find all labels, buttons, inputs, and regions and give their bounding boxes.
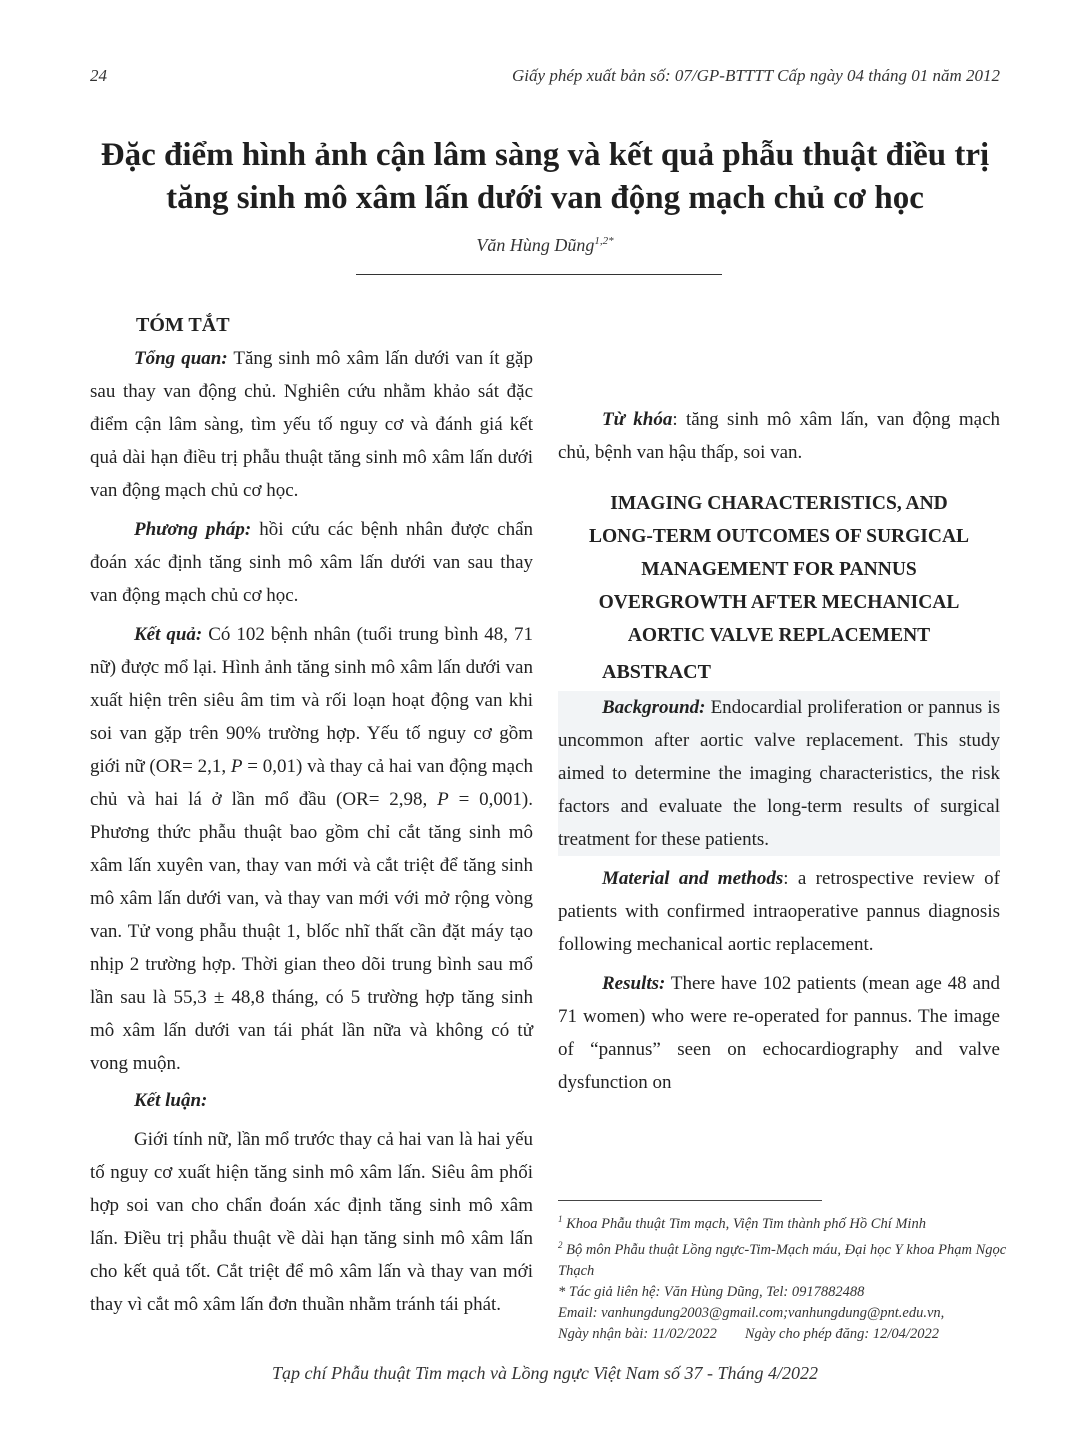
footnote-1-text: Khoa Phẫu thuật Tim mạch, Viện Tim thành phố Hồ Chí Minh	[566, 1215, 926, 1232]
footnote-contact: * Tác giả liên hệ: Văn Hùng Dũng, Tel: 0917882488	[558, 1283, 865, 1300]
vn-results-text-2: = 0,01) và thay cả hai van động mạch chủ và hai lá ở lần mổ đầu (OR= 2,98,	[90, 756, 533, 810]
vn-keywords-paragraph	[558, 403, 1000, 469]
en-background-text: Endocardial proliferation or pannus is uncommon after aortic valve replacement. This study aimed to determine the imaging characteristics, the risk factors and evaluate the long-term results of surgical treatment for these patients.	[558, 697, 1000, 850]
footnote-2-text: Bộ môn Phẫu thuật Lồng ngực-Tim-Mạch máu, Đại học Y khoa Phạm Ngọc Thạch	[558, 1241, 1007, 1279]
page-number: 24	[90, 66, 107, 85]
vn-results-label: Kết quả:	[134, 624, 203, 645]
vn-overview-text: Tăng sinh mô xâm lấn dưới van ít gặp sau thay van động chủ. Nghiên cứu nhằm khảo sát đặc điểm cận lâm sàng, tìm yếu tố nguy cơ và đánh giá kết quả dài hạn điều trị phẫu thuật tăng sinh mô xâm lấn dưới van động mạch chủ cơ học.	[90, 348, 533, 501]
author-line	[0, 235, 1090, 256]
english-title-line-4: OVERGROWTH AFTER MECHANICAL	[598, 592, 960, 613]
footnote-dates	[558, 1324, 1008, 1345]
vn-abstract-heading: TÓM TẮT	[136, 314, 230, 336]
english-title	[558, 487, 1000, 652]
english-title-line-5: AORTIC VALVE REPLACEMENT	[627, 625, 931, 646]
en-background-label: Background:	[602, 697, 706, 718]
author-name: Văn Hùng Dũng	[476, 235, 595, 255]
en-results-label: Results:	[602, 973, 666, 994]
en-results-paragraph	[558, 967, 1000, 1099]
footnote-1-mark: 1	[558, 1214, 563, 1224]
english-title-line-3: MANAGEMENT FOR PANNUS	[641, 559, 917, 580]
vn-results-text-3: = 0,001). Phương thức phẫu thuật bao gồm chỉ cắt tăng sinh mô xâm lấn xuyên van, thay van mới và cắt triệt để tăng sinh mô xâm lấn dưới van, và thay van mới với mở rộng vòng van. Tử vong phẫu thuật 1, blốc nhĩ thất cần đặt máy tạo nhịp 2 trường hợp. Thời gian theo dõi trung bình sau mổ lần sau là 55,3 ± 48,8 tháng, có 5 trường hợp tăng sinh mô xâm lấn dưới van tái phát lần nữa và không có tử vong muộn.	[90, 789, 533, 1074]
title-line-2: tăng sinh mô xâm lấn dưới van động mạch chủ cơ học	[166, 180, 924, 216]
vn-results-text-1: Có 102 bệnh nhân (tuổi trung bình 48, 71 nữ) được mổ lại. Hình ảnh tăng sinh mô xâm lấn dưới van xuất hiện trên siêu âm tim và rối loạn hoạt động van khi soi van gặp trên 90% trường hợp. Yếu tố nguy cơ gồm giới nữ (OR= 2,1,	[90, 624, 534, 777]
footnote-1	[558, 1209, 1008, 1235]
vn-overview-paragraph	[90, 342, 533, 507]
received-date: Ngày nhận bài: 11/02/2022	[558, 1325, 717, 1342]
english-abstract-heading: ABSTRACT	[602, 661, 711, 683]
footnote-2	[558, 1235, 1008, 1282]
en-methods-paragraph	[558, 862, 1000, 961]
vn-conclusion-label: Kết luận:	[134, 1090, 208, 1111]
title-divider	[356, 274, 722, 275]
en-methods-text: : a retrospective review of patients with confirmed intraoperative pannus diagnosis following mechanical aortic replacement.	[558, 868, 1000, 955]
license-line: Giấy phép xuất bản số: 07/GP-BTTTT Cấp ngày 04 tháng 01 năm 2012	[512, 66, 1000, 85]
p-value-symbol-1: P	[230, 756, 243, 777]
vn-methods-text: hồi cứu các bệnh nhân được chẩn đoán xác định tăng sinh mô xâm lấn dưới van sau thay van động mạch chủ cơ học.	[90, 519, 534, 606]
vn-results-paragraph	[90, 618, 533, 1080]
vn-methods-label: Phương pháp:	[134, 519, 252, 540]
vn-keywords-text: : tăng sinh mô xâm lấn, van động mạch chủ, bệnh van hậu thấp, soi van.	[558, 409, 1000, 463]
en-methods-label: Material and methods	[602, 868, 784, 889]
journal-footer: Tạp chí Phẫu thuật Tim mạch và Lồng ngực Việt Nam số 37 - Tháng 4/2022	[272, 1363, 818, 1383]
p-value-symbol-2: P	[437, 789, 449, 810]
right-column	[558, 304, 1000, 1099]
vn-conclusion-text: Giới tính nữ, lần mổ trước thay cả hai van là hai yếu tố nguy cơ xuất hiện tăng sinh mô xâm lấn. Siêu âm phối hợp soi van cho chẩn đoán xác định tăng sinh mô xâm lấn. Điều trị phẫu thuật về dài hạn tăng sinh mô xâm lấn cho kết quả tốt. Cắt triệt để mô xâm lấn và thay van mới thay vì cắt mô xâm lấn đơn thuần nhằm tránh tái phát.	[90, 1129, 533, 1315]
footnote-divider	[558, 1200, 822, 1201]
author-affiliation-mark: 1,2*	[594, 235, 614, 247]
english-title-line-1: IMAGING CHARACTERISTICS, AND	[610, 493, 948, 514]
article-title	[60, 134, 1030, 220]
left-column	[90, 308, 533, 1321]
en-results-text: There have 102 patients (mean age 48 and 71 women) who were re-operated for pannus. The image of “pannus” seen on echocardiography and valve dysfunction on	[558, 973, 1000, 1093]
vn-methods-paragraph	[90, 513, 533, 612]
english-title-line-2: LONG-TERM OUTCOMES OF SURGICAL	[588, 526, 970, 547]
footnote-2-mark: 2	[558, 1239, 563, 1250]
title-line-1: Đặc điểm hình ảnh cận lâm sàng và kết quả phẫu thuật điều trị	[100, 137, 990, 173]
vn-keywords-label: Từ khóa	[602, 409, 673, 430]
vn-overview-label: Tổng quan:	[134, 348, 228, 369]
en-background-paragraph	[558, 691, 1000, 856]
conclusion-continuation-space	[558, 304, 1000, 403]
accepted-date: Ngày cho phép đăng: 12/04/2022	[744, 1325, 939, 1342]
footnote-email: Email: vanhungdung2003@gmail.com;vanhungdung@pnt.edu.vn,	[558, 1304, 945, 1321]
footnotes	[558, 1209, 1008, 1345]
